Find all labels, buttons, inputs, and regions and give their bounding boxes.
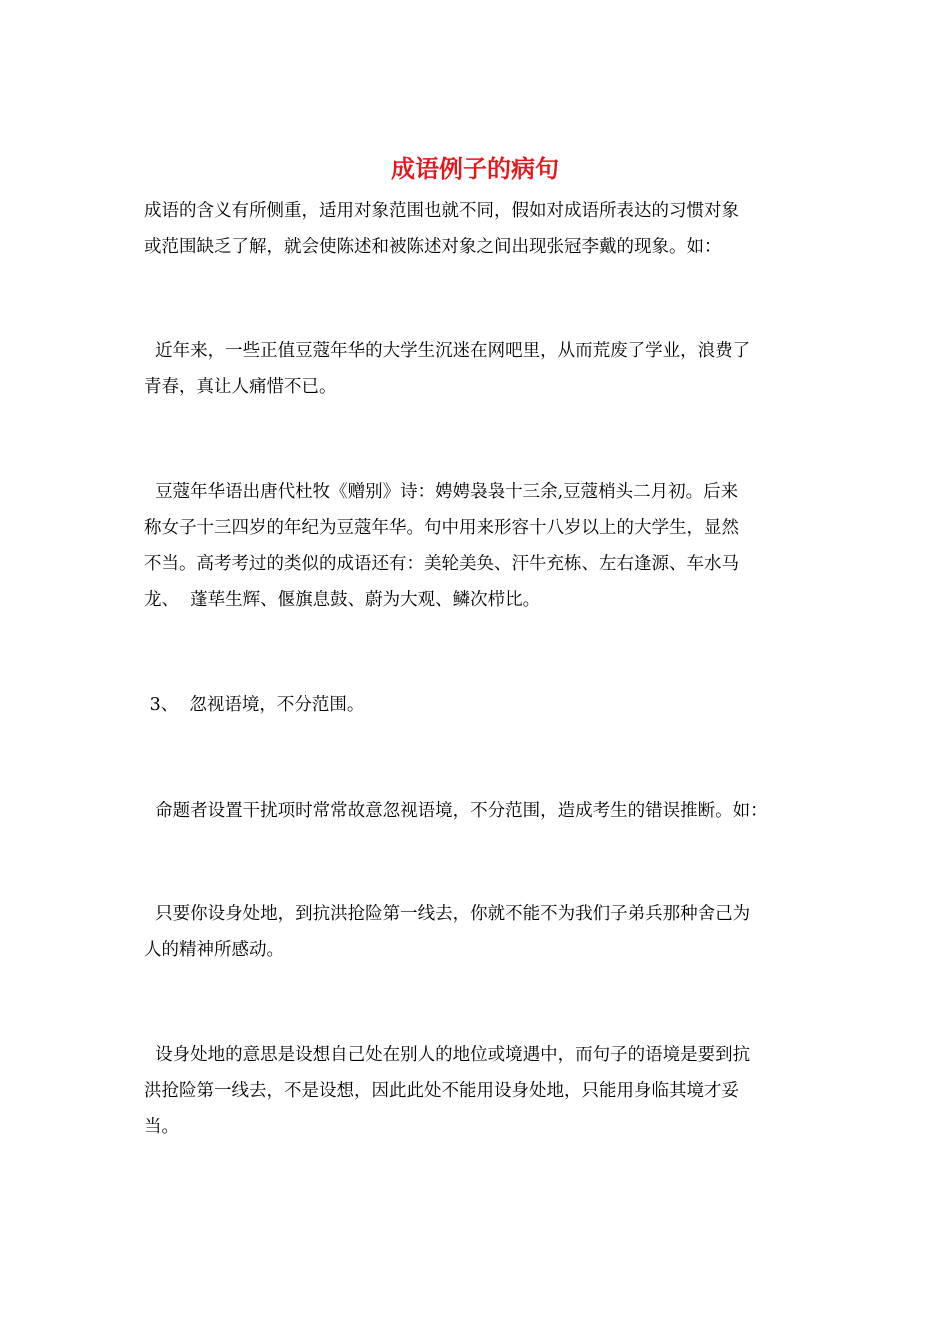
text-line: 命题者设置干扰项时常常故意忽视语境，不分范围，造成考生的错误推断。如： bbox=[144, 801, 768, 821]
text-line: 当。 bbox=[144, 1117, 179, 1137]
paragraph-explanation-2 bbox=[144, 1037, 804, 1145]
text-line: 不当。高考考过的类似的成语还有：美轮美奂、汗牛充栋、左右逢源、车水马 bbox=[144, 554, 739, 574]
document-title: 成语例子的病句 bbox=[391, 154, 559, 183]
text-line: 成语的含义有所侧重，适用对象范围也就不同，假如对成语所表达的习惯对象 bbox=[144, 201, 739, 221]
paragraph-context bbox=[144, 793, 804, 829]
paragraph-explanation-1 bbox=[144, 474, 804, 618]
text-line: 人的精神所感动。 bbox=[144, 940, 284, 960]
paragraph-intro bbox=[144, 193, 804, 265]
text-line: 或范围缺乏了解，就会使陈述和被陈述对象之间出现张冠李戴的现象。如： bbox=[144, 237, 722, 257]
text-line: 称女子十三四岁的年纪为豆蔻年华。句中用来形容十八岁以上的大学生，显然 bbox=[144, 518, 739, 538]
section-heading-3 bbox=[144, 687, 804, 723]
text-line: 只要你设身处地，到抗洪抢险第一线去，你就不能不为我们子弟兵那种舍己为 bbox=[144, 904, 751, 924]
text-line: 青春，真让人痛惜不已。 bbox=[144, 377, 337, 397]
text-line: 设身处地的意思是设想自己处在别人的地位或境遇中，而句子的语境是要到抗 bbox=[144, 1045, 751, 1065]
paragraph-example-2 bbox=[144, 896, 804, 968]
text-line: 近年来，一些正值豆蔻年华的大学生沉迷在网吧里，从而荒废了学业，浪费了 bbox=[144, 341, 751, 361]
paragraph-example-1 bbox=[144, 333, 804, 405]
text-line: 洪抢险第一线去，不是设想，因此此处不能用设身处地，只能用身临其境才妥 bbox=[144, 1081, 739, 1101]
text-line: 豆蔻年华语出唐代杜牧《赠别》诗：娉娉袅袅十三余,豆蔻梢头二月初。后来 bbox=[144, 482, 739, 502]
text-line: 3、 忽视语境，不分范围。 bbox=[144, 695, 365, 715]
text-line: 龙、 蓬荜生辉、偃旗息鼓、蔚为大观、鳞次栉比。 bbox=[144, 590, 541, 610]
